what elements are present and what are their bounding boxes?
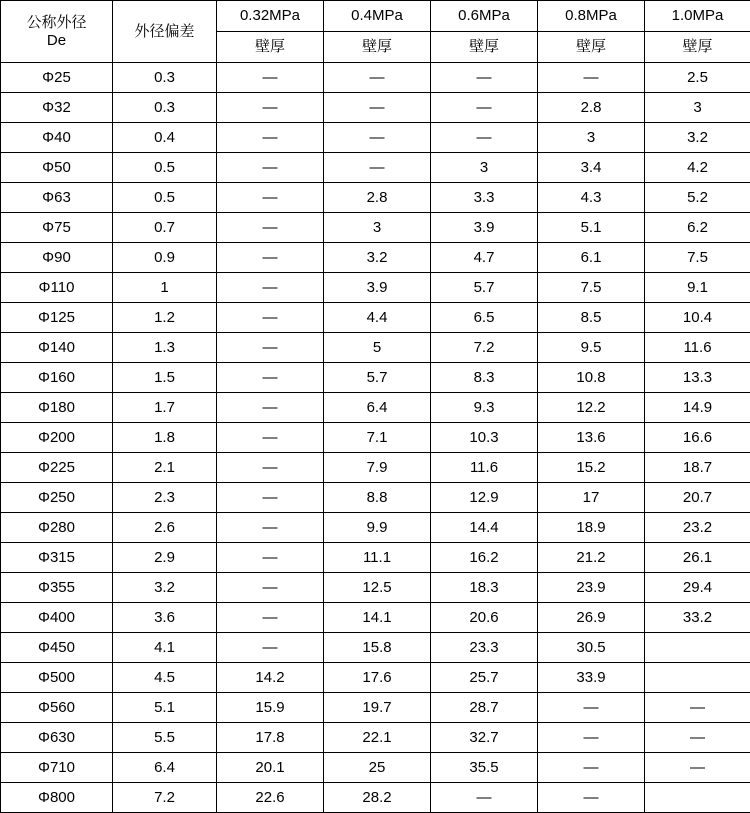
cell-wall-thickness: — (645, 723, 750, 753)
cell-wall-thickness: 11.6 (431, 453, 538, 483)
header-wall-4: 壁厚 (645, 32, 750, 63)
cell-wall-thickness: — (645, 753, 750, 783)
cell-wall-thickness: 33.9 (538, 663, 645, 693)
cell-wall-thickness: 9.9 (324, 513, 431, 543)
cell-wall-thickness: — (538, 723, 645, 753)
table-row (1, 453, 750, 483)
cell-nominal-diameter: Φ450 (1, 633, 113, 663)
table-row (1, 63, 750, 93)
cell-wall-thickness: — (217, 243, 324, 273)
cell-outer-deviation: 0.5 (113, 183, 217, 213)
cell-wall-thickness: 15.8 (324, 633, 431, 663)
table-row (1, 243, 750, 273)
cell-wall-thickness: — (217, 423, 324, 453)
cell-nominal-diameter: Φ560 (1, 693, 113, 723)
table-row (1, 783, 750, 813)
table-row (1, 273, 750, 303)
cell-wall-thickness: — (217, 93, 324, 123)
cell-wall-thickness: 22.1 (324, 723, 431, 753)
cell-nominal-diameter: Φ200 (1, 423, 113, 453)
cell-wall-thickness (645, 663, 750, 693)
cell-wall-thickness: 13.6 (538, 423, 645, 453)
cell-nominal-diameter: Φ110 (1, 273, 113, 303)
cell-wall-thickness: 19.7 (324, 693, 431, 723)
cell-wall-thickness: 3.3 (431, 183, 538, 213)
table-row (1, 753, 750, 783)
cell-outer-deviation: 2.6 (113, 513, 217, 543)
cell-wall-thickness: — (217, 333, 324, 363)
cell-wall-thickness: — (217, 603, 324, 633)
table-row (1, 93, 750, 123)
cell-wall-thickness: 9.1 (645, 273, 750, 303)
cell-nominal-diameter: Φ630 (1, 723, 113, 753)
cell-outer-deviation: 3.2 (113, 573, 217, 603)
header-pressure-1: 0.4MPa (324, 1, 431, 32)
header-outer-deviation: 外径偏差 (113, 1, 217, 63)
cell-wall-thickness: 22.6 (217, 783, 324, 813)
header-pressure-3: 0.8MPa (538, 1, 645, 32)
cell-wall-thickness: 21.2 (538, 543, 645, 573)
cell-wall-thickness: — (217, 153, 324, 183)
cell-wall-thickness: 32.7 (431, 723, 538, 753)
cell-wall-thickness: 3.9 (324, 273, 431, 303)
cell-wall-thickness: — (324, 63, 431, 93)
cell-outer-deviation: 2.9 (113, 543, 217, 573)
cell-wall-thickness: 20.1 (217, 753, 324, 783)
cell-wall-thickness: 26.9 (538, 603, 645, 633)
table-row (1, 363, 750, 393)
table-row (1, 303, 750, 333)
cell-wall-thickness: 4.2 (645, 153, 750, 183)
cell-wall-thickness: 23.2 (645, 513, 750, 543)
cell-wall-thickness: 8.3 (431, 363, 538, 393)
cell-nominal-diameter: Φ125 (1, 303, 113, 333)
cell-wall-thickness: 29.4 (645, 573, 750, 603)
cell-outer-deviation: 0.7 (113, 213, 217, 243)
cell-wall-thickness: — (217, 273, 324, 303)
cell-wall-thickness: — (538, 753, 645, 783)
cell-wall-thickness: — (217, 123, 324, 153)
cell-wall-thickness: 3.2 (645, 123, 750, 153)
cell-outer-deviation: 2.3 (113, 483, 217, 513)
table-header (1, 1, 750, 63)
cell-outer-deviation: 0.3 (113, 93, 217, 123)
cell-wall-thickness: 3 (431, 153, 538, 183)
cell-outer-deviation: 1.8 (113, 423, 217, 453)
table-row (1, 573, 750, 603)
cell-wall-thickness: 9.3 (431, 393, 538, 423)
cell-nominal-diameter: Φ160 (1, 363, 113, 393)
cell-wall-thickness: — (431, 783, 538, 813)
cell-wall-thickness: 2.8 (538, 93, 645, 123)
table-row (1, 183, 750, 213)
cell-wall-thickness: 12.9 (431, 483, 538, 513)
cell-wall-thickness: — (217, 513, 324, 543)
cell-wall-thickness: 5.7 (324, 363, 431, 393)
cell-wall-thickness: 3 (324, 213, 431, 243)
cell-outer-deviation: 6.4 (113, 753, 217, 783)
cell-wall-thickness: — (217, 183, 324, 213)
table-row (1, 153, 750, 183)
cell-wall-thickness: 16.2 (431, 543, 538, 573)
cell-wall-thickness: 12.2 (538, 393, 645, 423)
cell-wall-thickness: — (538, 693, 645, 723)
cell-wall-thickness: — (324, 93, 431, 123)
header-wall-1: 壁厚 (324, 32, 431, 63)
cell-wall-thickness: — (538, 783, 645, 813)
cell-wall-thickness: 11.6 (645, 333, 750, 363)
header-wall-3: 壁厚 (538, 32, 645, 63)
cell-wall-thickness: 3 (538, 123, 645, 153)
cell-wall-thickness: 23.9 (538, 573, 645, 603)
cell-wall-thickness: 11.1 (324, 543, 431, 573)
cell-wall-thickness: 25.7 (431, 663, 538, 693)
cell-wall-thickness: 17.8 (217, 723, 324, 753)
cell-wall-thickness: 30.5 (538, 633, 645, 663)
cell-wall-thickness: 3.9 (431, 213, 538, 243)
cell-nominal-diameter: Φ800 (1, 783, 113, 813)
cell-nominal-diameter: Φ500 (1, 663, 113, 693)
cell-wall-thickness: 4.4 (324, 303, 431, 333)
cell-wall-thickness: 35.5 (431, 753, 538, 783)
cell-nominal-diameter: Φ225 (1, 453, 113, 483)
table-row (1, 213, 750, 243)
cell-wall-thickness: 18.3 (431, 573, 538, 603)
header-row-pressure (1, 1, 750, 32)
cell-wall-thickness: — (431, 123, 538, 153)
header-wall-2: 壁厚 (431, 32, 538, 63)
cell-wall-thickness: 6.4 (324, 393, 431, 423)
table-row (1, 123, 750, 153)
cell-wall-thickness: 6.5 (431, 303, 538, 333)
cell-wall-thickness: 7.5 (645, 243, 750, 273)
header-nominal-diameter-line1: 公称外径 (1, 14, 112, 31)
cell-nominal-diameter: Φ75 (1, 213, 113, 243)
cell-wall-thickness: 20.6 (431, 603, 538, 633)
cell-wall-thickness: 3 (645, 93, 750, 123)
cell-nominal-diameter: Φ32 (1, 93, 113, 123)
cell-outer-deviation: 5.5 (113, 723, 217, 753)
cell-wall-thickness: — (217, 483, 324, 513)
cell-wall-thickness: 6.2 (645, 213, 750, 243)
cell-wall-thickness: — (217, 393, 324, 423)
cell-nominal-diameter: Φ315 (1, 543, 113, 573)
cell-nominal-diameter: Φ400 (1, 603, 113, 633)
cell-wall-thickness: 25 (324, 753, 431, 783)
cell-nominal-diameter: Φ50 (1, 153, 113, 183)
cell-wall-thickness: 4.3 (538, 183, 645, 213)
cell-wall-thickness: 7.1 (324, 423, 431, 453)
cell-wall-thickness: 20.7 (645, 483, 750, 513)
table-row (1, 423, 750, 453)
cell-wall-thickness: — (217, 213, 324, 243)
cell-wall-thickness: 5 (324, 333, 431, 363)
header-pressure-2: 0.6MPa (431, 1, 538, 32)
cell-wall-thickness: 15.9 (217, 693, 324, 723)
cell-nominal-diameter: Φ250 (1, 483, 113, 513)
cell-wall-thickness: 17.6 (324, 663, 431, 693)
cell-wall-thickness (645, 633, 750, 663)
table-row (1, 603, 750, 633)
cell-outer-deviation: 4.1 (113, 633, 217, 663)
cell-wall-thickness: 18.9 (538, 513, 645, 543)
cell-wall-thickness: 7.5 (538, 273, 645, 303)
cell-nominal-diameter: Φ280 (1, 513, 113, 543)
cell-wall-thickness: — (645, 693, 750, 723)
table-row (1, 483, 750, 513)
table-body (1, 63, 750, 813)
cell-outer-deviation: 0.9 (113, 243, 217, 273)
cell-wall-thickness: 12.5 (324, 573, 431, 603)
cell-wall-thickness: 17 (538, 483, 645, 513)
cell-wall-thickness: 10.8 (538, 363, 645, 393)
cell-wall-thickness: 33.2 (645, 603, 750, 633)
header-nominal-diameter-line2: De (1, 32, 112, 49)
cell-wall-thickness: 26.1 (645, 543, 750, 573)
cell-wall-thickness: — (538, 63, 645, 93)
cell-outer-deviation: 1.5 (113, 363, 217, 393)
cell-wall-thickness: 16.6 (645, 423, 750, 453)
cell-outer-deviation: 1.7 (113, 393, 217, 423)
cell-wall-thickness: 3.4 (538, 153, 645, 183)
cell-wall-thickness: — (431, 93, 538, 123)
cell-wall-thickness: 8.8 (324, 483, 431, 513)
header-nominal-diameter (1, 1, 113, 63)
cell-wall-thickness: 15.2 (538, 453, 645, 483)
table-row (1, 333, 750, 363)
cell-wall-thickness: — (217, 63, 324, 93)
table-row (1, 633, 750, 663)
cell-wall-thickness: 5.1 (538, 213, 645, 243)
table-row (1, 723, 750, 753)
header-pressure-0: 0.32MPa (217, 1, 324, 32)
cell-wall-thickness: — (217, 363, 324, 393)
cell-wall-thickness: — (217, 633, 324, 663)
cell-nominal-diameter: Φ180 (1, 393, 113, 423)
cell-outer-deviation: 0.3 (113, 63, 217, 93)
cell-wall-thickness: 7.9 (324, 453, 431, 483)
cell-wall-thickness: — (431, 63, 538, 93)
cell-wall-thickness: 4.7 (431, 243, 538, 273)
cell-wall-thickness: 9.5 (538, 333, 645, 363)
cell-nominal-diameter: Φ63 (1, 183, 113, 213)
cell-outer-deviation: 0.5 (113, 153, 217, 183)
cell-outer-deviation: 5.1 (113, 693, 217, 723)
cell-wall-thickness: 14.4 (431, 513, 538, 543)
cell-wall-thickness: 10.3 (431, 423, 538, 453)
table-row (1, 663, 750, 693)
cell-wall-thickness: 5.2 (645, 183, 750, 213)
cell-outer-deviation: 2.1 (113, 453, 217, 483)
cell-wall-thickness: 2.5 (645, 63, 750, 93)
cell-wall-thickness: — (217, 573, 324, 603)
cell-wall-thickness: 14.1 (324, 603, 431, 633)
header-wall-0: 壁厚 (217, 32, 324, 63)
cell-nominal-diameter: Φ90 (1, 243, 113, 273)
cell-outer-deviation: 0.4 (113, 123, 217, 153)
header-pressure-4: 1.0MPa (645, 1, 750, 32)
cell-wall-thickness: 2.8 (324, 183, 431, 213)
cell-outer-deviation: 1.2 (113, 303, 217, 333)
table-row (1, 693, 750, 723)
cell-wall-thickness: 28.2 (324, 783, 431, 813)
cell-wall-thickness: 6.1 (538, 243, 645, 273)
cell-wall-thickness: 28.7 (431, 693, 538, 723)
cell-wall-thickness: — (217, 303, 324, 333)
cell-wall-thickness: 10.4 (645, 303, 750, 333)
cell-outer-deviation: 3.6 (113, 603, 217, 633)
cell-outer-deviation: 1 (113, 273, 217, 303)
cell-wall-thickness: — (324, 123, 431, 153)
cell-outer-deviation: 4.5 (113, 663, 217, 693)
cell-wall-thickness: 5.7 (431, 273, 538, 303)
cell-wall-thickness: 13.3 (645, 363, 750, 393)
cell-wall-thickness: 3.2 (324, 243, 431, 273)
cell-wall-thickness: — (324, 153, 431, 183)
cell-wall-thickness: — (217, 453, 324, 483)
table-row (1, 513, 750, 543)
cell-wall-thickness: 23.3 (431, 633, 538, 663)
cell-wall-thickness: 18.7 (645, 453, 750, 483)
cell-outer-deviation: 7.2 (113, 783, 217, 813)
cell-nominal-diameter: Φ25 (1, 63, 113, 93)
cell-wall-thickness (645, 783, 750, 813)
cell-nominal-diameter: Φ140 (1, 333, 113, 363)
cell-nominal-diameter: Φ355 (1, 573, 113, 603)
cell-nominal-diameter: Φ710 (1, 753, 113, 783)
table-row (1, 543, 750, 573)
cell-wall-thickness: 14.9 (645, 393, 750, 423)
cell-wall-thickness: 14.2 (217, 663, 324, 693)
table-row (1, 393, 750, 423)
cell-wall-thickness: 8.5 (538, 303, 645, 333)
cell-wall-thickness: 7.2 (431, 333, 538, 363)
cell-outer-deviation: 1.3 (113, 333, 217, 363)
cell-wall-thickness: — (217, 543, 324, 573)
cell-nominal-diameter: Φ40 (1, 123, 113, 153)
